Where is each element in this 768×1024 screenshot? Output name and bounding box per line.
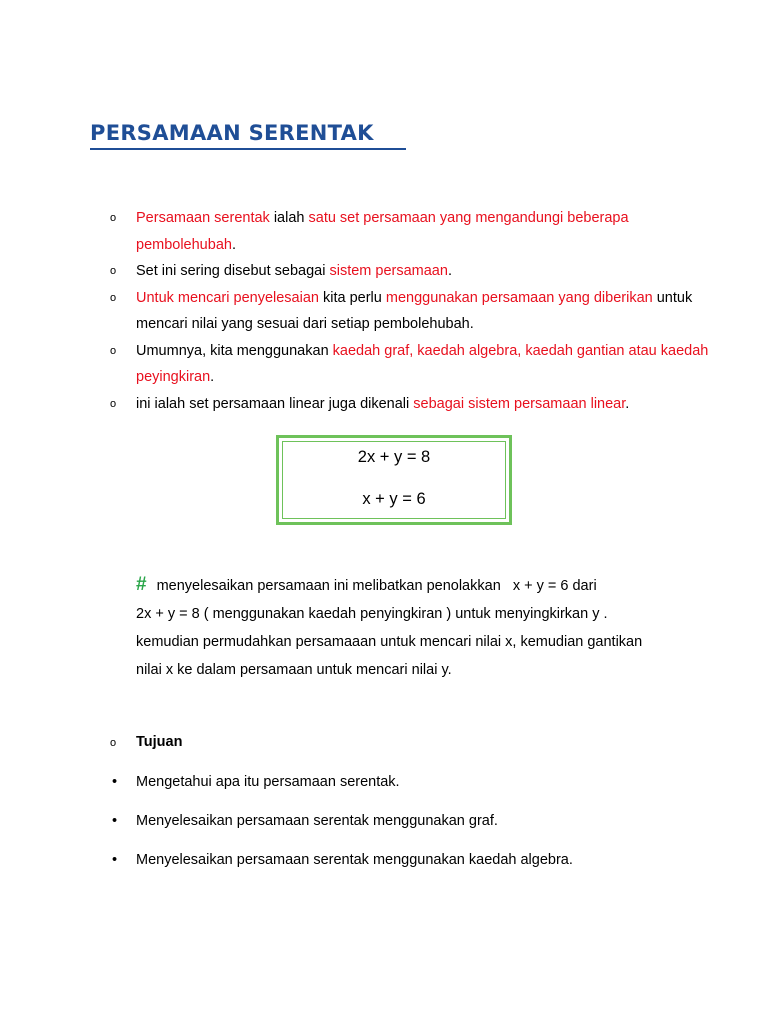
- highlight-text: sebagai sistem persamaan linear: [413, 395, 626, 412]
- highlight-text: kaedah graf, kaedah algebra, kaedah gantian atau kaedah peyingkiran: [136, 342, 709, 385]
- bullet-marker: o: [110, 291, 117, 304]
- bullet-marker: o: [110, 212, 117, 224]
- explanation-paragraph: [136, 571, 696, 684]
- tujuan-heading-row: [110, 734, 182, 750]
- objective-text: Menyelesaikan persamaan serentak menggunakan kaedah algebra.: [136, 852, 573, 868]
- explanation-text: menyelesaikan persamaan ini melibatkan penolakkan x + y = 6 dari: [156, 578, 597, 594]
- dot-marker: •: [112, 813, 118, 829]
- objectives-list: [110, 771, 710, 888]
- objective-text: Mengetahui apa itu persamaan serentak.: [136, 774, 400, 790]
- bullet-marker: o: [110, 265, 117, 277]
- highlight-text: menggunakan persamaan yang diberikan: [385, 289, 653, 306]
- list-item: [110, 205, 710, 258]
- body-text: .: [231, 236, 236, 253]
- equation-1: 2x + y = 8: [357, 448, 431, 466]
- bullet-marker: o: [110, 737, 117, 749]
- body-text: .: [625, 395, 630, 412]
- list-item: [110, 285, 710, 338]
- highlight-text: satu set persamaan yang mengandungi beberapa pembolehubah: [136, 210, 629, 253]
- highlight-text: Persamaan serentak: [136, 210, 270, 226]
- tujuan-heading: Tujuan: [136, 734, 183, 750]
- objective-text: Menyelesaikan persamaan serentak menggunakan graf.: [136, 813, 498, 829]
- list-item: [110, 810, 710, 849]
- list-item: [110, 258, 710, 285]
- body-text: .: [447, 263, 452, 279]
- body-text: ialah: [269, 210, 309, 226]
- body-text: Set ini sering disebut sebagai: [136, 263, 330, 279]
- equation-2: x + y = 6: [362, 490, 426, 508]
- list-item: [110, 771, 710, 810]
- highlight-text: Untuk mencari penyelesaian: [136, 289, 319, 306]
- bullet-marker: o: [110, 344, 117, 357]
- body-text: Umumnya, kita menggunakan: [136, 342, 333, 359]
- dot-marker: •: [112, 774, 118, 790]
- explanation-line: [136, 571, 696, 600]
- list-item: [110, 391, 710, 418]
- list-item: [110, 338, 710, 391]
- body-text: .: [210, 369, 215, 385]
- highlight-text: sistem persamaan: [329, 263, 448, 279]
- explanation-line: kemudian permudahkan persamaaan untuk mencari nilai x, kemudian gantikan: [136, 634, 643, 650]
- hash-icon: #: [136, 574, 147, 595]
- equation-box: [276, 435, 512, 525]
- list-item: [110, 849, 710, 888]
- dot-marker: •: [112, 852, 118, 868]
- definition-list: [110, 205, 710, 417]
- explanation-line: 2x + y = 8 ( menggunakan kaedah penyingkiran ) untuk menyingkirkan y .: [136, 606, 608, 622]
- body-text: ini ialah set persamaan linear juga dikenali: [136, 395, 414, 412]
- bullet-marker: o: [110, 397, 117, 410]
- page-title: PERSAMAAN SERENTAK: [90, 120, 406, 150]
- explanation-line: nilai x ke dalam persamaan untuk mencari nilai y.: [136, 662, 452, 678]
- body-text: kita perlu: [318, 289, 386, 306]
- body-text: untuk mencari nilai yang sesuai dari setiap pembolehubah.: [136, 289, 693, 332]
